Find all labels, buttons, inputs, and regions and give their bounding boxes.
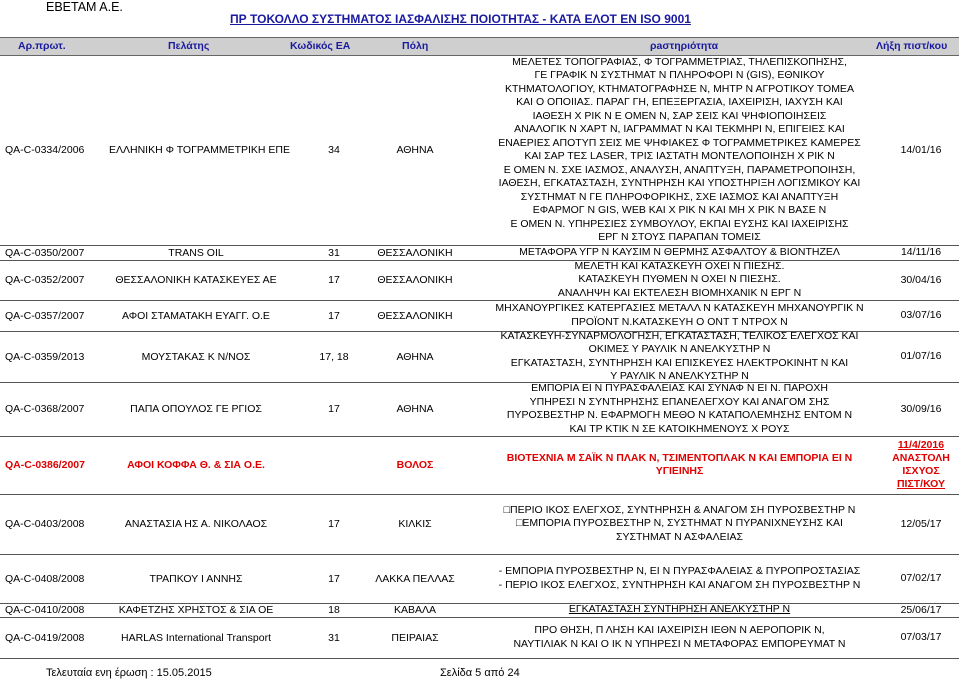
activity-line: - ΠΕΡΙΟ ΙΚΟΣ ΕΛΕΓΧΟΣ, ΣΥΝΤΗΡΗΣΗ ΚΑΙ ΑΝΑΓΟΜ ΣΗ ΠΥΡΟΣΒΕΣΤΗΡ Ν (498, 578, 861, 591)
last-updated: Τελευταία ενη έρωση : 15.05.2015 (46, 667, 212, 679)
activity-line: ΣΥΣΤΗΜΑΤ Ν ΑΣΦΑΛΕΙΑΣ (615, 530, 743, 543)
city-name: ΘΕΣΣΑΛΟΝΙΚΗ (377, 274, 453, 286)
activity-line: ΓΕ ΓΡΑΦΙΚ Ν ΣΥΣΤΗΜΑΤ Ν ΠΛΗΡΟΦΟΡΙ Ν (GIS), ΕΘΝΙΚΟΥ (534, 69, 825, 81)
city-name: ΠΕΙΡΑΙΑΣ (391, 631, 439, 644)
activity-line: ΚΑΤΑΣΚΕΥΗ-ΣΥΝΑΡΜΟΛΟΓΗΣΗ, ΕΓΚΑΤΑΣΤΑΣΗ, ΤΕΛΙΚΟΣ ΕΛΕΓΧΟΣ ΚΑΙ (500, 329, 859, 342)
table-row (0, 494, 959, 555)
page-number: Σελίδα 5 από 24 (440, 667, 520, 679)
expiry-date (888, 617, 954, 658)
customer-name: HARLAS International Transport (121, 631, 271, 644)
city-name: ΛΑΚΚΑ ΠΕΛΛΑΣ (375, 572, 455, 585)
expiry-line: 12/05/17 (900, 517, 942, 530)
city-name: ΑΘΗΝΑ (396, 403, 434, 415)
activity-line: ΚΑΙ Ο ΟΠΟΙΙΑΣ. ΠΑΡΑΓ ΓΗ, ΕΠΕΞΕΡΓΑΣΙΑ, ΙΑΧΕΙΡΙΣΗ, ΙΑΧΥΣΗ ΚΑΙ (516, 96, 843, 108)
activity-line: Ε ΟΜΕΝ Ν. ΣΧΕ ΙΑΣΜΟΣ, ΑΝΑΛΥΣΗ, ΑΝΑΠΤΥΞΗ, ΠΑΡΑΜΕΤΡΟΠΟΙΗΣΗ, (503, 163, 856, 176)
ea-code: 17 (328, 309, 340, 322)
activity-line: ΕΓΚΑΤΑΣΤΑΣΗ, ΣΥΝΤΗΡΗΣΗ ΚΑΙ ΕΠΙΣΚΕΥΕΣ ΗΛΕΚΤΡΟΚΙΝΗΤ Ν ΚΑΙ (510, 356, 849, 369)
activity-line: ΙΑΘΕΣΗ, ΕΓΚΑΤΑΣΤΑΣΗ, ΣΥΝΤΗΡΗΣΗ ΚΑΙ ΥΠΟΣΤΗΡΙΞΗ ΛΟΓΙΣΜΙΚΟΥ ΚΑΙ (498, 177, 861, 189)
expiry-line: ΑΝΑΣΤΟΛΗ (892, 452, 950, 464)
activity-line: ΝΑΥΤΙΛΙΑΚ Ν ΚΑΙ Ο ΙΚ Ν ΥΠΗΡΕΣΙ Ν ΜΕΤΑΦΟΡΑΣ ΕΜΠΟΡΕΥΜΑΤ Ν (513, 637, 846, 650)
cert-number: QA-C-0350/2007 (5, 246, 85, 259)
city-name: ΚΙΛΚΙΣ (398, 518, 432, 530)
ea-code (300, 436, 368, 494)
table-row (0, 331, 959, 383)
cert-number: QA-C-0403/2008 (5, 518, 85, 530)
col-header-code: Αρ.πρωτ. (18, 40, 66, 52)
customer-name: ΑΝΑΣΤΑΣΙΑ ΗΣ Α. ΝΙΚΟΛΑΟΣ (124, 518, 268, 530)
cert-number: QA-C-0359/2013 (5, 350, 85, 363)
expiry-line: 25/06/17 (900, 603, 942, 616)
activity-line: ΥΓΙΕΙΝΗΣ (655, 465, 704, 477)
document-title: ΠΡ ΤΟΚΟΛΛΟ ΣΥΣΤΗΜΑΤΟΣ ΙΑΣΦΑΛΙΣΗΣ ΠΟΙΟΤΗΤΑΣ - ΚΑΤΑ ΕΛΟΤ ΕΝ ISO 9001 (230, 12, 691, 26)
activity-line: ΜΕΛΕΤΗ ΚΑΙ ΚΑΤΑΣΚΕΥΗ ΟΧΕΙ Ν ΠΙΕΣΗΣ. (574, 259, 785, 272)
expiry-line: 03/07/16 (900, 309, 942, 321)
col-header-activity: ρaστηριότητα (650, 40, 719, 52)
ea-code: 31 (328, 246, 340, 259)
ea-code: 17 (328, 403, 340, 415)
table-header (0, 37, 959, 56)
expiry-date (888, 300, 954, 331)
activity-description (472, 55, 887, 245)
expiry-line: 07/03/17 (900, 631, 942, 643)
activity-line: ΕΝΑΕΡΙΕΣ ΑΠΟΤΥΠ ΣΕΙΣ ΜΕ ΨΗΦΙΑΚΕΣ Φ ΤΟΓΡΑΜΜΕΤΡΙΚΕΣ ΚΑΜΕΡΕΣ (498, 136, 861, 149)
expiry-line: 30/04/16 (900, 273, 942, 286)
activity-line: ΣΥΣΤΗΜΑΤ Ν ΓΕ ΠΛΗΡΟΦΟΡΙΚΗΣ, ΣΧΕ ΙΑΣΜΟΣ ΚΑΙ ΑΝΑΠΤΥΞΗ (520, 190, 839, 203)
col-header-expiry: Λήξη πιστ/κου (876, 40, 948, 52)
activity-line: Υ ΡΑΥΛΙΚ Ν ΑΝΕΛΚΥΣΤΗΡ Ν (610, 370, 749, 382)
activity-line: ΑΝΑΛΟΓΙΚ Ν ΧΑΡΤ Ν, ΙΑΓΡΑΜΜΑΤ Ν ΚΑΙ ΤΕΚΜΗΡΙ Ν, ΕΠΙΓΕΙΕΣ ΚΑΙ (514, 123, 845, 135)
expiry-line: ΠΙΣΤ/ΚΟΥ (896, 478, 946, 490)
ea-code: 34 (328, 144, 340, 156)
activity-line: ΠΡΟ ΘΗΣΗ, Π ΛΗΣΗ ΚΑΙ ΙΑΧΕΙΡΙΣΗ ΙΕΘΝ Ν ΑΕΡΟΠΟΡΙΚ Ν, (534, 624, 825, 636)
activity-line: Ε ΟΜΕΝ Ν. ΥΠΗΡΕΣΙΕΣ ΣΥΜΒΟΥΛΟΥ, ΕΚΠΑΙ ΕΥΣΗΣ ΚΑΙ ΙΑΧΕΙΡΙΣΗΣ (510, 217, 849, 230)
ea-code: 17 (328, 518, 340, 530)
cert-number: QA-C-0408/2008 (5, 572, 85, 585)
table-row (0, 245, 959, 261)
activity-line: ΠΡΟΪΟΝΤ Ν.ΚΑΤΑΣΚΕΥΗ Ο ΟΝΤ Τ ΝΤΡΟΧ Ν (571, 315, 788, 328)
table-row (0, 436, 959, 495)
col-header-ea: Κωδικός ΕΑ (290, 40, 351, 52)
activity-line: ΚΑΤΑΣΚΕΥΗ ΠΥΘΜΕΝ Ν ΟΧΕΙ Ν ΠΙΕΣΗΣ. (578, 273, 781, 286)
expiry-date (888, 245, 954, 260)
activity-line: ΑΝΑΛΗΨΗ ΚΑΙ ΕΚΤΕΛΕΣΗ ΒΙΟΜΗΧΑΝΙΚ Ν ΕΡΓ Ν (557, 286, 802, 299)
activity-line: ΕΜΠΟΡΙΑ ΕΙ Ν ΠΥΡΑΣΦΑΛΕΙΑΣ ΚΑΙ ΣΥΝΑΦ Ν ΕΙ Ν. ΠΑΡΟΧΗ (531, 382, 828, 394)
table-row (0, 554, 959, 604)
activity-line: ΚΑΙ ΣΑΡ ΤΕΣ LASER, ΤΡΙΣ ΙΑΣΤΑΤΗ ΜΟΝΤΕΛΟΠΟΙΗΣΗ Χ ΡΙΚ Ν (524, 150, 835, 162)
customer-name: ΑΦΟΙ ΚΟΦΦΑ Θ. & ΣΙΑ Ο.Ε. (127, 459, 265, 471)
expiry-date (888, 603, 954, 617)
city-name: ΘΕΣΣΑΛΟΝΙΚΗ (377, 246, 453, 259)
activity-description (472, 436, 887, 494)
cert-number: QA-C-0386/2007 (5, 459, 85, 471)
activity-description (472, 260, 887, 300)
activity-description (472, 331, 887, 382)
ea-code: 17 (328, 572, 340, 585)
activity-line: ΜΕΛΕΤΕΣ ΤΟΠΟΓΡΑΦΙΑΣ, Φ ΤΟΓΡΑΜΜΕΤΡΙΑΣ, ΤΗΛΕΠΙΣΚΟΠΗΣΗΣ, (512, 55, 847, 68)
customer-name: TRANS OIL (168, 246, 224, 259)
expiry-line: ΙΣΧΥΟΣ (902, 465, 940, 477)
expiry-date (888, 554, 954, 603)
activity-line: ΕΦΑΡΜΟΓ Ν GIS, WEB ΚΑΙ Χ ΡΙΚ Ν ΚΑΙ ΜΗ Χ ΡΙΚ Ν ΒΑΣΕ Ν (532, 204, 827, 216)
expiry-date (888, 382, 954, 436)
activity-description (472, 554, 887, 603)
activity-line: ΒΙΟΤΕΧΝΙΑ Μ ΣΑΪΚ Ν ΠΛΑΚ Ν, ΤΣΙΜΕΝΤΟΠΛΑΚ Ν ΚΑΙ ΕΜΠΟΡΙΑ ΕΙ Ν (506, 451, 853, 464)
customer-name: ΚΑΦΕΤΖΗΣ ΧΡΗΣΤΟΣ & ΣΙΑ ΟΕ (118, 604, 274, 616)
activity-description (472, 617, 887, 658)
city-name: ΑΘΗΝΑ (396, 350, 434, 363)
activity-description (472, 603, 887, 617)
cert-number: QA-C-0368/2007 (5, 403, 85, 415)
customer-name: ΕΛΛΗΝΙΚΗ Φ ΤΟΓΡΑΜΜΕΤΡΙΚΗ ΕΠΕ (108, 144, 291, 156)
company-name: ΕΒΕΤΑΜ Α.Ε. (46, 0, 123, 14)
table-bottom-rule (0, 658, 959, 659)
activity-line: ΜΗΧΑΝΟΥΡΓΙΚΕΣ ΚΑΤΕΡΓΑΣΙΕΣ ΜΕΤΑΛΛ Ν ΚΑΤΑΣΚΕΥΗ ΜΗΧΑΝΟΥΡΓΙΚ Ν (495, 302, 864, 314)
customer-name: ΑΦΟΙ ΣΤΑΜΑΤΑΚΗ ΕΥΑΓΓ. Ο.Ε (122, 309, 270, 322)
expiry-date (888, 260, 954, 300)
expiry-line: 14/11/16 (900, 246, 942, 258)
activity-line: ΚΤΗΜΑΤΟΛΟΓΙΟΥ, ΚΤΗΜΑΤΟΓΡΑΦΗΣΕ Ν, ΜΗΤΡ Ν ΑΓΡΟΤΙΚΟΥ ΤΟΜΕΑ (505, 82, 854, 95)
expiry-date (888, 494, 954, 554)
city-name: ΑΘΗΝΑ (396, 144, 434, 156)
activity-description (472, 245, 887, 260)
activity-description (472, 300, 887, 331)
table-row (0, 382, 959, 437)
cert-number: QA-C-0357/2007 (5, 309, 85, 322)
activity-line: ΕΡΓ Ν ΣΤΟΥΣ ΠΑΡΑΠΑΝ ΤΟΜΕΙΣ (598, 231, 761, 243)
expiry-line: 30/09/16 (900, 402, 942, 415)
activity-line: □ΕΜΠΟΡΙΑ ΠΥΡΟΣΒΕΣΤΗΡ Ν, ΣΥΣΤΗΜΑΤ Ν ΠΥΡΑΝΙΧΝΕΥΣΗΣ ΚΑΙ (516, 517, 843, 530)
customer-name: ΠΑΠΑ ΟΠΟΥΛΟΣ ΓΕ ΡΓΙΟΣ (130, 403, 262, 415)
expiry-line: 07/02/17 (900, 572, 942, 584)
col-header-city: Πόλη (402, 40, 429, 52)
ea-code: 18 (328, 604, 340, 616)
ea-code: 31 (328, 631, 340, 644)
city-name: ΘΕΣΣΑΛΟΝΙΚΗ (377, 309, 453, 322)
expiry-date (888, 331, 954, 382)
activity-line: ΕΓΚΑΤΑΣΤΑΣΗ ΣΥΝΤΗΡΗΣΗ ΑΝΕΛΚΥΣΤΗΡ Ν (568, 603, 791, 616)
cert-number: QA-C-0419/2008 (5, 631, 85, 644)
cert-number: QA-C-0410/2008 (5, 604, 85, 616)
col-header-customer: Πελάτης (168, 40, 210, 52)
customer-name: ΤΡΑΠΚΟΥ Ι ΑΝΝΗΣ (149, 572, 243, 585)
activity-description (472, 382, 887, 436)
customer-name: ΘΕΣΣΑΛΟΝΙΚΗ ΚΑΤΑΣΚΕΥΕΣ ΑΕ (115, 274, 277, 286)
city-name: ΒΟΛΟΣ (396, 459, 434, 471)
ea-code: 17 (328, 274, 340, 286)
activity-line: ΟΚΙΜΕΣ Υ ΡΑΥΛΙΚ Ν ΑΝΕΛΚΥΣΤΗΡ Ν (588, 343, 771, 355)
expiry-date (888, 55, 954, 245)
expiry-line: 11/4/2016 (897, 439, 945, 451)
activity-line: ΙΑΘΕΣΗ Χ ΡΙΚ Ν Ε ΟΜΕΝ Ν, ΣΑΡ ΣΕΙΣ ΚΑΙ ΨΗΦΙΟΠΟΙΗΣΕΙΣ (532, 109, 827, 122)
table-row (0, 603, 959, 618)
cert-number: QA-C-0334/2006 (5, 144, 85, 156)
activity-line: ΚΑΙ ΤΡ ΚΤΙΚ Ν ΣΕ ΚΑΤΟΙΚΗΜΕΝΟΥΣ Χ ΡΟΥΣ (569, 422, 790, 435)
activity-line: ΠΥΡΟΣΒΕΣΤΗΡ Ν. ΕΦΑΡΜΟΓΗ ΜΕΘΟ Ν ΚΑΤΑΠΟΛΕΜΗΣΗΣ ΕΝΤΟΜ Ν (506, 409, 853, 421)
city-name: ΚΑΒΑΛΑ (393, 604, 437, 616)
expiry-date (888, 436, 954, 494)
expiry-line: 01/07/16 (900, 350, 942, 362)
activity-line: □ΠΕΡΙΟ ΙΚΟΣ ΕΛΕΓΧΟΣ, ΣΥΝΤΗΡΗΣΗ & ΑΝΑΓΟΜ ΣΗ ΠΥΡΟΣΒΕΣΤΗΡ Ν (503, 503, 856, 516)
activity-line: - ΕΜΠΟΡΙΑ ΠΥΡΟΣΒΕΣΤΗΡ Ν, ΕΙ Ν ΠΥΡΑΣΦΑΛΕΙΑΣ & ΠΥΡΟΠΡΟΣΤΑΣΙΑΣ (498, 565, 861, 577)
table-row (0, 300, 959, 332)
ea-code: 17, 18 (319, 350, 349, 363)
cert-number: QA-C-0352/2007 (5, 274, 85, 286)
customer-name: ΜΟΥΣΤΑΚΑΣ Κ Ν/ΝΟΣ (141, 350, 251, 363)
table-row (0, 55, 959, 246)
activity-description (472, 494, 887, 554)
table-row (0, 617, 959, 658)
activity-line: ΥΠΗΡΕΣΙ Ν ΣΥΝΤΗΡΗΣΗΣ ΕΠΑΝΕΛΕΓΧΟΥ ΚΑΙ ΑΝΑΓΟΜ ΣΗΣ (529, 395, 830, 408)
table-row (0, 260, 959, 301)
expiry-line: 14/01/16 (900, 143, 942, 156)
activity-line: ΜΕΤΑΦΟΡΑ ΥΓΡ Ν ΚΑΥΣΙΜ Ν ΘΕΡΜΗΣ ΑΣΦΑΛΤΟΥ & ΒΙΟΝΤΗΖΕΛ (519, 245, 840, 258)
